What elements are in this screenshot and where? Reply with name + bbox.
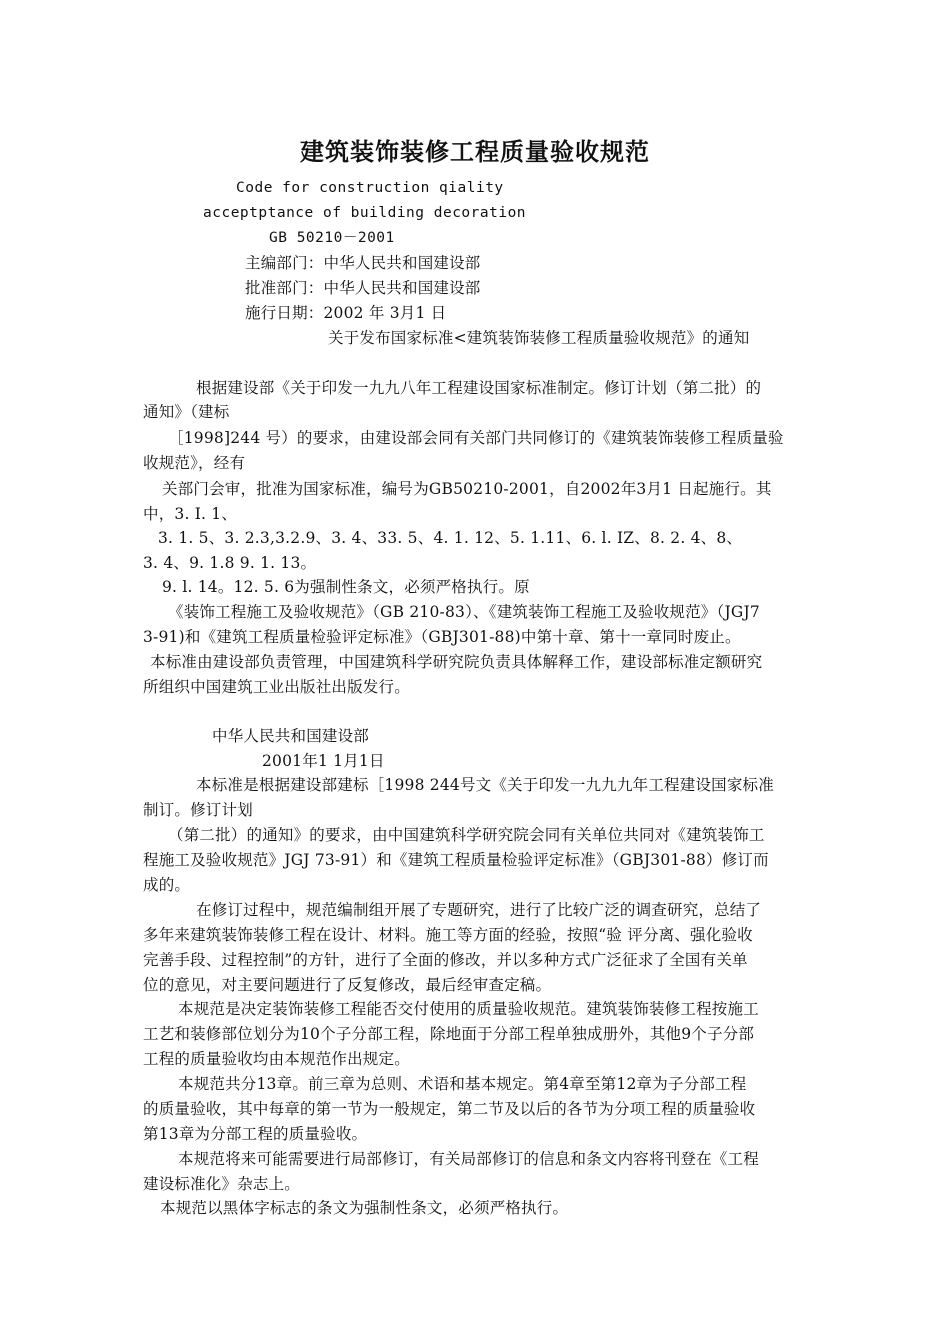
foreword-line: 工程的质量验收均由本规范作出规定。	[143, 1050, 410, 1068]
foreword-line: 的质量验收，其中每章的第一节为一般规定，第二节及以后的各节为分项工程的质量验收	[143, 1100, 756, 1118]
foreword-line: 本规范将来可能需要进行局部修订，有关局部修订的信息和条文内容将刊登在《工程	[178, 1150, 759, 1168]
header-english-title-line-1: Code for construction qiality	[236, 180, 504, 196]
notice-line: 本标准由建设部负责管理，中国建筑科学研究院负责具体解释工作，建设部标准定额研究	[150, 653, 763, 671]
foreword-line: 第13章为分部工程的质量验收。	[143, 1125, 368, 1143]
notice-line: 3-91)和《建筑工程质量检验评定标准》（GBJ301-88)中第十章、第十一章同时废止。	[143, 628, 741, 646]
foreword-line: 在修订过程中，规范编制组开展了专题研究，进行了比较广泛的调查研究，总结了	[196, 901, 762, 919]
foreword-line: 本标准是根据建设部建标［1998 244号文《关于印发一九九九年工程建设国家标准	[196, 776, 774, 794]
foreword-line: 完善手段、过程控制”的方针，进行了全面的修改，并以多种方式广泛征求了全国有关单	[143, 951, 748, 969]
notice-line: 9. l. 14。12. 5. 6为强制性条文，必须严格执行。原	[162, 578, 530, 596]
notice-line: 中，3. I. 1、	[143, 505, 238, 523]
foreword-line: （第二批）的通知》的要求，由中国建筑科学研究院会同有关单位共同对《建筑装饰工	[168, 826, 765, 844]
foreword-line: 程施工及验收规范》JGJ 73-91）和《建筑工程质量检验评定标准》（GBJ301-88）修订而	[143, 851, 769, 869]
document-title: 建筑装饰装修工程质量验收规范	[300, 138, 650, 166]
notice-line: 根据建设部《关于印发一九九八年工程建设国家标准制定。修订计划（第二批）的	[196, 379, 762, 397]
notice-line: 3. 4、9. 1.8 9. 1. 13。	[143, 554, 317, 572]
header-approval-dept: 批准部门：中华人民共和国建设部	[245, 279, 481, 297]
notice-line: 所组织中国建筑工业出版社出版发行。	[143, 678, 410, 696]
header-effective-date: 施行日期：2002 年 3月1 日	[245, 304, 447, 322]
signature-date: 2001年1 1月1日	[262, 752, 385, 770]
header-standard-number: GB 50210－2001	[269, 230, 395, 246]
notice-line: 3. 1. 5、3. 2.3,3.2.9、3. 4、33. 5、4. 1. 12、5. 1.11、6. l. IZ、8. 2. 4、8、	[158, 529, 743, 547]
foreword-line: 本规范是决定装饰装修工程能否交付使用的质量验收规范。建筑装饰装修工程按施工	[178, 1000, 759, 1018]
foreword-line: 成的。	[143, 876, 191, 894]
foreword-line: 工艺和装修部位划分为10个子分部工程，除地面于分部工程单独成册外，其他9个子分部	[143, 1025, 755, 1043]
notice-line: 《装饰工程施工及验收规范》（GB 210-83）、《建筑装饰工程施工及验收规范》（JGJ7	[168, 603, 760, 621]
signature-organization: 中华人民共和国建设部	[212, 727, 370, 745]
notice-line: 关部门会审，批准为国家标准，编号为GB50210-2001，自2002年3月1 日起施行。其	[162, 480, 772, 498]
header-english-title-line-2: acceptptance of building decoration	[203, 205, 527, 221]
foreword-line: 本规范共分13章。前三章为总则、术语和基本规定。第4章至第12章为子分部工程	[178, 1075, 747, 1093]
foreword-line: 制订。修订计划	[143, 801, 253, 819]
foreword-line: 建设标准化》杂志上。	[143, 1175, 301, 1193]
notice-line: 收规范》，经有	[143, 454, 246, 472]
notice-heading: 关于发布国家标准<建筑装饰装修工程质量验收规范》的通知	[328, 329, 750, 347]
notice-line: ［1998]244 号）的要求，由建设部会同有关部门共同修订的《建筑装饰装修工程质量验	[168, 429, 784, 447]
notice-line: 通知》（建标	[143, 403, 230, 421]
foreword-line: 位的意见，对主要问题进行了反复修改，最后经审查定稿。	[143, 976, 552, 994]
foreword-line: 本规范以黑体字标志的条文为强制性条文，必须严格执行。	[160, 1199, 569, 1217]
header-chief-editor-dept: 主编部门：中华人民共和国建设部	[245, 254, 481, 272]
foreword-line: 多年来建筑装饰装修工程在设计、材料。施工等方面的经验，按照“验 评分离、强化验收	[143, 926, 753, 944]
